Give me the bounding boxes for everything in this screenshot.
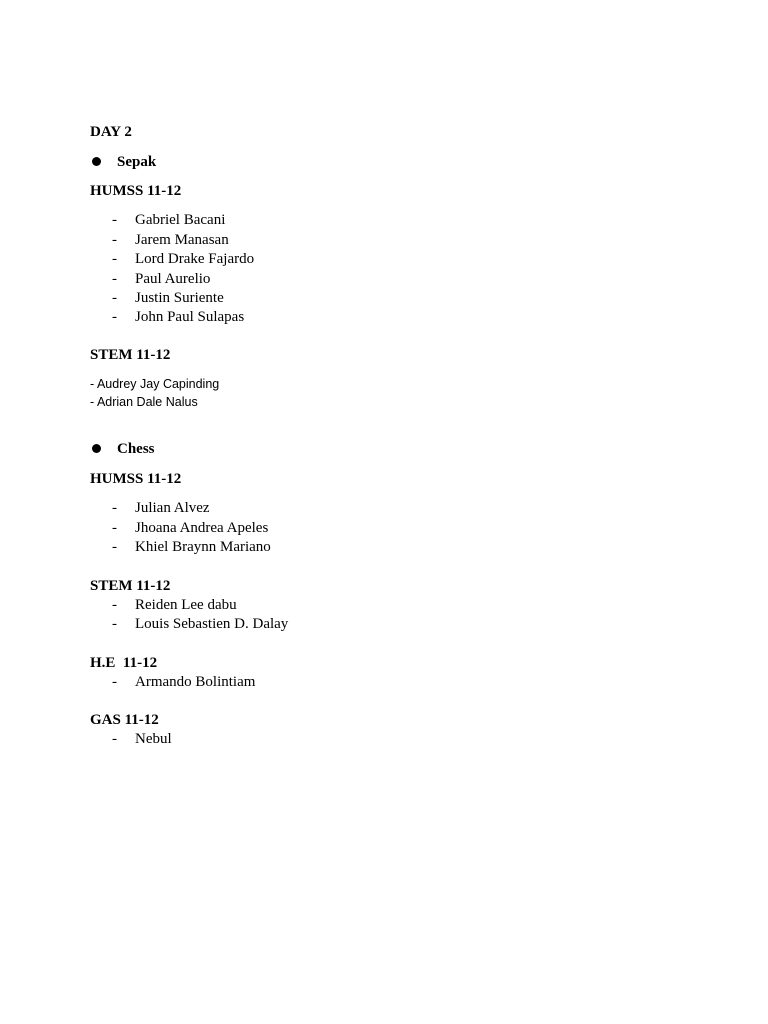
chess-gas-heading: GAS 11-12 [90,712,159,728]
member-name: Armando Bolintiam [135,674,256,690]
list-dash: - [112,290,117,306]
sport-label-sepak: Sepak [117,154,157,170]
bullet-dot-icon [92,157,101,166]
sport-label-chess: Chess [117,441,155,457]
member-name: Julian Alvez [135,500,210,516]
list-dash: - [112,731,117,747]
member-name: Gabriel Bacani [135,212,226,228]
member-name: Jhoana Andrea Apeles [135,519,269,536]
sepak-stem-heading: STEM 11-12 [90,347,171,363]
member-name: Louis Sebastien D. Dalay [135,616,289,632]
member-name: John Paul Sulapas [135,309,245,325]
member-name: Justin Suriente [135,290,224,306]
bullet-dot-icon [92,444,101,453]
list-dash: - [112,270,117,287]
list-dash: - [112,500,117,516]
member-name: Nebul [135,731,172,747]
list-item: - Audrey Jay Capinding [90,377,220,391]
member-name: Paul Aurelio [135,270,211,287]
list-dash: - [112,231,117,248]
member-name: Khiel Braynn Mariano [135,539,271,555]
list-dash: - [112,519,117,536]
chess-he-heading: H.E 11-12 [90,655,158,671]
sepak-humss-heading: HUMSS 11-12 [90,183,182,199]
list-dash: - [112,309,117,325]
list-item: - Adrian Dale Nalus [90,395,198,409]
list-dash: - [112,616,117,632]
chess-humss-heading: HUMSS 11-12 [90,471,182,487]
list-dash: - [112,674,117,690]
list-dash: - [112,597,117,613]
list-dash: - [112,212,117,228]
day-title: DAY 2 [90,124,132,140]
member-name: Lord Drake Fajardo [135,251,255,267]
chess-stem-heading: STEM 11-12 [90,578,171,594]
list-dash: - [112,539,117,555]
member-name: Jarem Manasan [135,231,229,248]
list-dash: - [112,251,117,267]
member-name: Reiden Lee dabu [135,597,237,613]
